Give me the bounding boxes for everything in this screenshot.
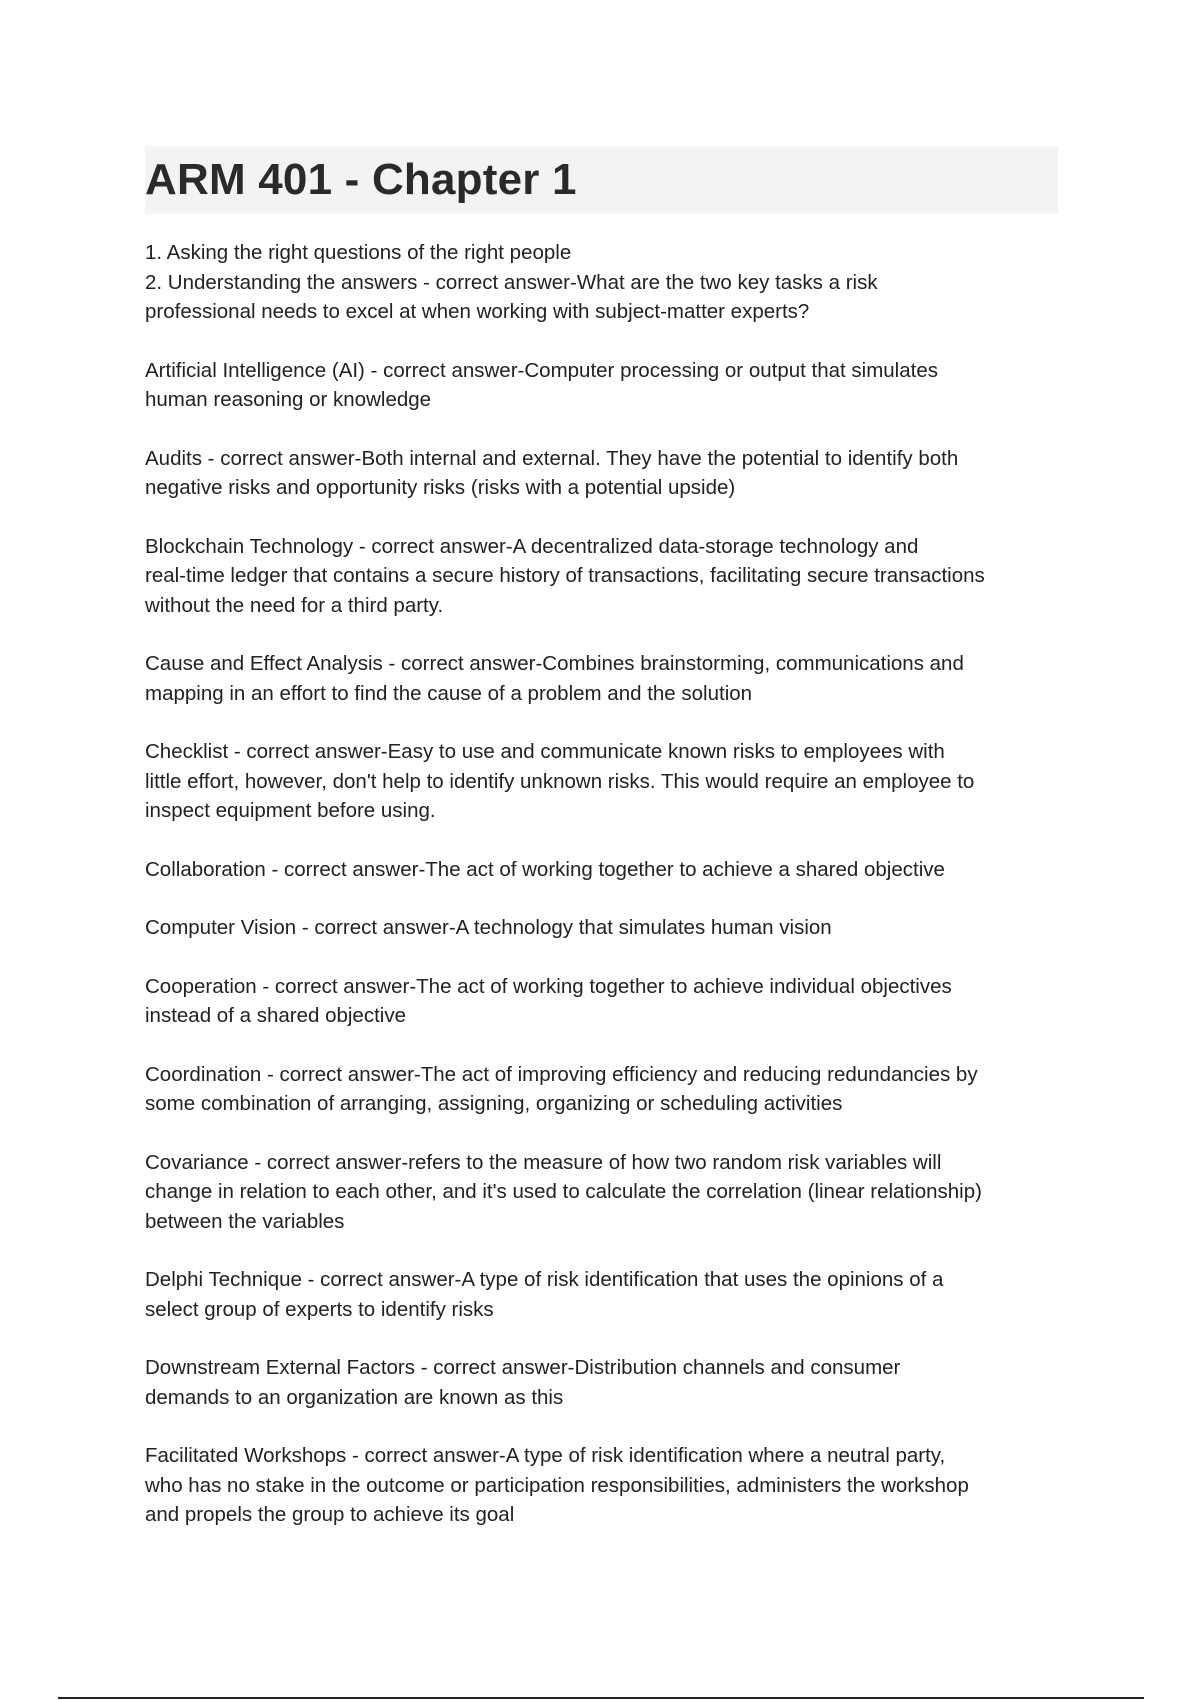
title-banner bbox=[145, 146, 1058, 214]
entry-text-line: professional needs to excel at when working with subject-matter experts? bbox=[145, 300, 810, 323]
entry-text-line: negative risks and opportunity risks (risks with a potential upside) bbox=[145, 476, 736, 499]
entry-text-line: some combination of arranging, assigning, organizing or scheduling activities bbox=[145, 1092, 843, 1115]
entry-text-line: select group of experts to identify risks bbox=[145, 1297, 494, 1321]
entry-text-line: change in relation to each other, and it's used to calculate the correlation (linear relationship) bbox=[145, 1180, 982, 1203]
entry-text-line: 1. Asking the right questions of the right people bbox=[145, 241, 572, 264]
entry-text-line: human reasoning or knowledge bbox=[145, 388, 432, 411]
flashcard-entry bbox=[145, 1353, 1060, 1412]
entry-text-line: Covariance - correct answer-refers to the measure of how two random risk variables will bbox=[145, 1150, 942, 1174]
entry-text-line: Blockchain Technology - correct answer-A decentralized data-storage technology and bbox=[145, 534, 919, 558]
flashcard-entry bbox=[145, 532, 1060, 621]
flashcard-entry bbox=[145, 913, 1060, 943]
flashcard-entry bbox=[145, 737, 1060, 826]
flashcard-entry bbox=[145, 1060, 1060, 1119]
entry-text-line: without the need for a third party. bbox=[145, 593, 444, 617]
flashcard-entry bbox=[145, 972, 1060, 1031]
entry-text-line: Coordination - correct answer-The act of improving efficiency and reducing redundancies by bbox=[145, 1062, 978, 1086]
flashcard-entry bbox=[145, 1441, 1060, 1530]
document-title: ARM 401 - Chapter 1 bbox=[145, 155, 577, 204]
entry-text-line: Downstream External Factors - correct answer-Distribution channels and consumer bbox=[145, 1356, 901, 1379]
entry-text-line: real-time ledger that contains a secure history of transactions, facilitating secure transactions bbox=[145, 564, 985, 587]
flashcard-entry bbox=[145, 356, 1060, 415]
entry-text-line: Facilitated Workshops - correct answer-A type of risk identification where a neutral party, bbox=[145, 1444, 946, 1467]
entry-text-line: who has no stake in the outcome or participation responsibilities, administers the workshop bbox=[145, 1473, 969, 1497]
entry-text-line: Cooperation - correct answer-The act of working together to achieve individual objectives bbox=[145, 974, 952, 998]
entry-text-line: demands to an organization are known as this bbox=[145, 1385, 564, 1409]
flashcard-entry bbox=[145, 238, 1060, 327]
entry-text-line: mapping in an effort to find the cause of a problem and the solution bbox=[145, 681, 753, 705]
entry-text-line: Delphi Technique - correct answer-A type of risk identification that uses the opinions of a bbox=[145, 1268, 944, 1291]
page-footer-divider bbox=[58, 1697, 1144, 1699]
flashcard-entry bbox=[145, 855, 1060, 885]
flashcard-entry bbox=[145, 1148, 1060, 1237]
entry-text-line: and propels the group to achieve its goal bbox=[145, 1503, 515, 1526]
flashcard-entry bbox=[145, 649, 1060, 708]
flashcard-list bbox=[145, 238, 1060, 1559]
flashcard-entry bbox=[145, 444, 1060, 503]
entry-text-line: Checklist - correct answer-Easy to use and communicate known risks to employees with bbox=[145, 740, 945, 763]
entry-text-line: inspect equipment before using. bbox=[145, 799, 436, 822]
flashcard-entry bbox=[145, 1265, 1060, 1324]
entry-text-line: Computer Vision - correct answer-A technology that simulates human vision bbox=[145, 916, 832, 939]
entry-text-line: between the variables bbox=[145, 1209, 345, 1233]
entry-text-line: little effort, however, don't help to identify unknown risks. This would require an employee to bbox=[145, 769, 975, 793]
entry-text-line: Artificial Intelligence (AI) - correct answer-Computer processing or output that simulates bbox=[145, 358, 938, 382]
entry-text-line: instead of a shared objective bbox=[145, 1004, 406, 1027]
entry-text-line: 2. Understanding the answers - correct answer-What are the two key tasks a risk bbox=[145, 270, 878, 294]
entry-text-line: Cause and Effect Analysis - correct answer-Combines brainstorming, communications and bbox=[145, 652, 964, 675]
entry-text-line: Audits - correct answer-Both internal and external. They have the potential to identify both bbox=[145, 446, 959, 470]
entry-text-line: Collaboration - correct answer-The act of working together to achieve a shared objective bbox=[145, 857, 945, 881]
